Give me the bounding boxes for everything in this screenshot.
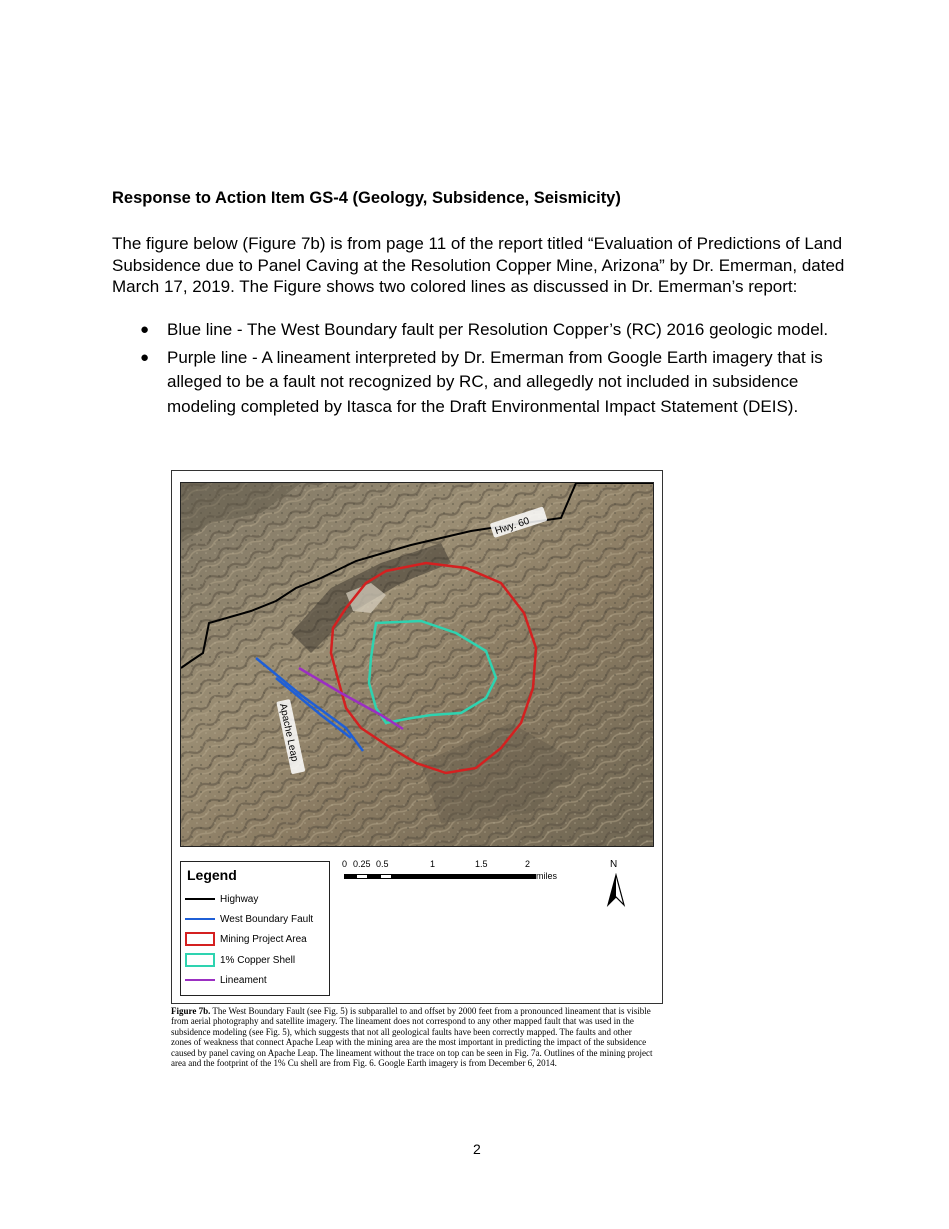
scale-segment bbox=[380, 874, 392, 879]
caption-text: The West Boundary Fault (see Fig. 5) is subparallel to and offset by 2000 feet from a pronounced lineament that is visible from aerial photography and satellite imagery. The lineament does not correspond to any other mapped fault that was used in the subsidence modeling (see Fig. 5), which suggests that not all geological faults have been correctly mapped. The faults and other zones of weakness that connect Apache Leap with the mining area are the most important in predicting the impact of the subsidence caused by panel caving on Apache Leap. The lineament without the trace on top can be seen in Fig. 7a. Outlines of the mining project area and the footprint of the 1% Cu shell are from Fig. 6. Google Earth imagery is from December 6, 2014. bbox=[171, 1006, 653, 1069]
intro-paragraph: The figure below (Figure 7b) is from page 11 of the report titled “Evaluation of Predictions of Land Subsidence due to Panel Caving at the Resolution Copper Mine, Arizona” by Dr. Emerman, dated March 17, 2019. The Figure shows two colored lines as discussed in Dr. Emerman’s report: bbox=[112, 234, 845, 296]
north-arrow-icon bbox=[604, 873, 628, 909]
north-arrow bbox=[604, 859, 628, 909]
satellite-map bbox=[180, 482, 654, 847]
scale-units: miles bbox=[536, 871, 558, 881]
scale-segment bbox=[392, 874, 440, 879]
north-label: N bbox=[610, 859, 618, 870]
section-heading: Response to Action Item GS-4 (Geology, Subsidence, Seismicity) bbox=[112, 189, 621, 207]
legend-item-west-boundary-fault bbox=[185, 912, 313, 928]
scale-tick-label: 1 bbox=[430, 859, 436, 869]
scale-segment bbox=[344, 874, 356, 879]
legend-label: Highway bbox=[220, 894, 259, 905]
bullet-dot: ● bbox=[140, 348, 150, 366]
highway-label: Hwy. 60 bbox=[493, 515, 531, 538]
scale-segment bbox=[440, 874, 536, 879]
bullet-text: Purple line - A lineament interpreted by Dr. Emerman from Google Earth imagery that is alleged to be a fault not recognized by RC, and allegedly not included in subsidence modeling completed by Itasca for the Draft Environmental Impact Statement (DEIS). bbox=[167, 347, 823, 416]
caption-label: Figure 7b. bbox=[171, 1006, 211, 1016]
legend-title: Legend bbox=[187, 867, 237, 883]
figure-caption bbox=[171, 1006, 653, 1068]
legend-label: West Boundary Fault bbox=[220, 914, 314, 925]
scale-segment bbox=[356, 874, 368, 879]
legend-symbol-lineament bbox=[185, 974, 215, 986]
legend-symbol-project-area bbox=[185, 932, 215, 946]
scale-tick-label: 1.5 bbox=[475, 859, 488, 869]
scale-bar bbox=[342, 859, 572, 889]
bullet-text: Blue line - The West Boundary fault per Resolution Copper’s (RC) 2016 geologic model. bbox=[167, 320, 829, 339]
legend-label: 1% Copper Shell bbox=[220, 955, 296, 966]
scale-tick-label: 0.5 bbox=[376, 859, 389, 869]
scale-tick-label: 0 bbox=[342, 859, 348, 869]
bullet-list bbox=[112, 318, 857, 422]
bullet-dot: ● bbox=[140, 321, 150, 338]
page-number: 2 bbox=[473, 1141, 481, 1157]
legend-label: Lineament bbox=[220, 975, 267, 986]
map-graphic bbox=[181, 483, 653, 846]
legend-label: Mining Project Area bbox=[220, 934, 307, 945]
map-legend bbox=[180, 861, 330, 996]
legend-symbol-copper-shell bbox=[185, 953, 215, 967]
scale-tick-label: 2 bbox=[525, 859, 531, 869]
terrain-speckle bbox=[181, 483, 653, 846]
legend-symbol-highway bbox=[185, 893, 215, 905]
legend-symbol-fault bbox=[185, 913, 215, 925]
legend-item-copper-shell bbox=[185, 953, 295, 969]
legend-item-lineament bbox=[185, 973, 267, 989]
legend-item-mining-project-area bbox=[185, 932, 307, 948]
bullet-item-blue-line bbox=[112, 318, 857, 343]
scale-tick-label: 0.25 bbox=[353, 859, 371, 869]
apache-leap-label: Apache Leap bbox=[276, 702, 300, 763]
figure-7b bbox=[171, 470, 663, 1004]
legend-item-highway bbox=[185, 892, 258, 908]
bullet-item-purple-line bbox=[112, 346, 857, 420]
scale-segment bbox=[368, 874, 380, 879]
